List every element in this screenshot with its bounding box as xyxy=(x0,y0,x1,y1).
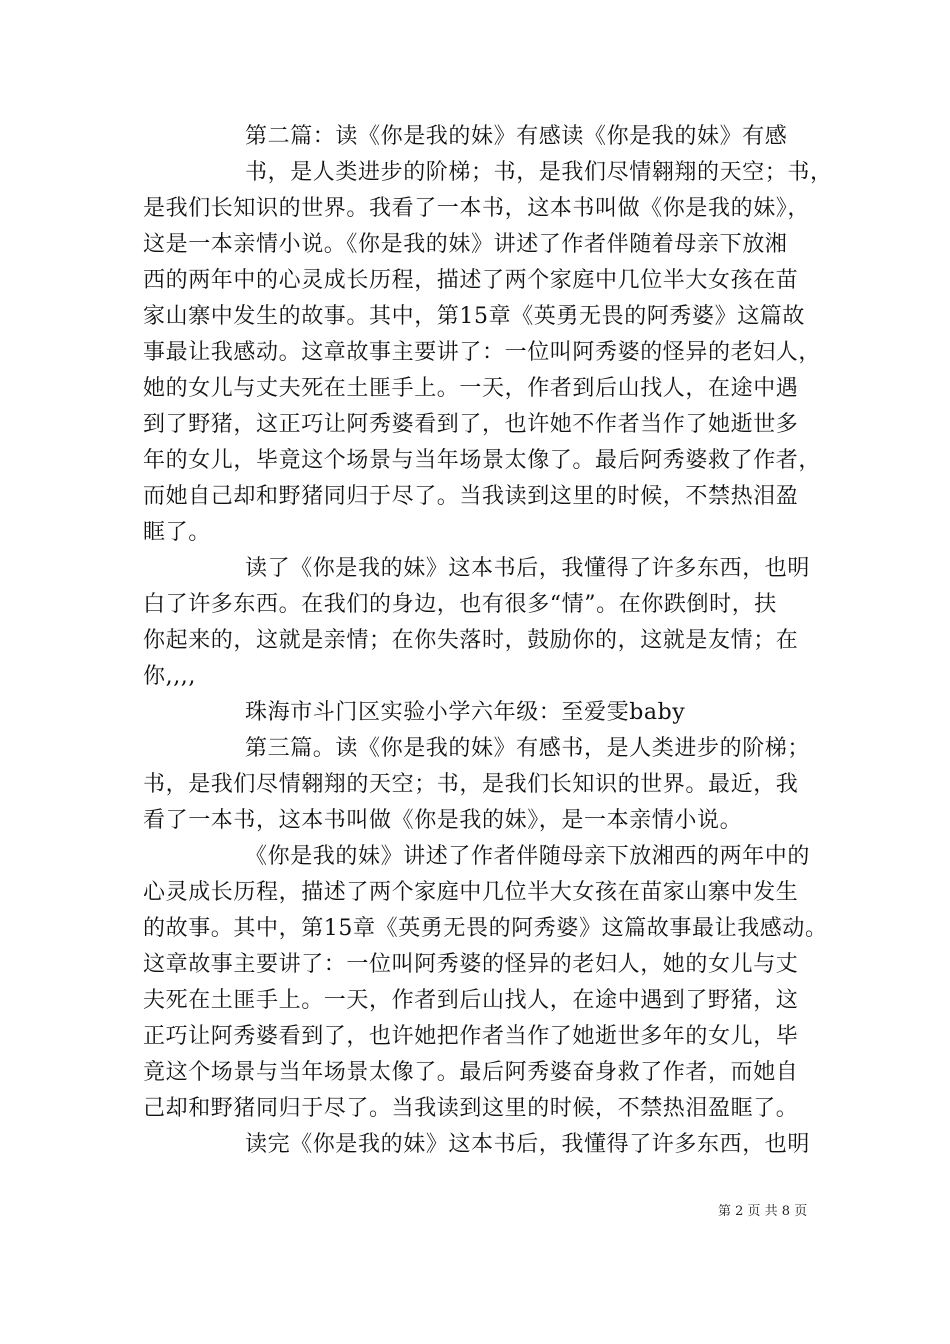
text-line: 家山寨中发生的故事。其中，第15章《英勇无畏的阿秀婆》这篇故 xyxy=(143,304,805,329)
text-line: 竟这个场景与当年场景太像了。最后阿秀婆奋身救了作者，而她自 xyxy=(143,1060,799,1085)
text-line: 年的女儿，毕竟这个场景与当年场景太像了。最后阿秀婆救了作者， xyxy=(143,448,822,473)
text-line: 是我们长知识的世界。我看了一本书，这本书叫做《你是我的妹》， xyxy=(143,196,811,221)
text-line: 读完《你是我的妹》这本书后，我懂得了许多东西，也明 xyxy=(245,1132,811,1157)
text-line: 她的女儿与丈夫死在土匪手上。一天，作者到后山找人，在途中遇 xyxy=(143,376,799,401)
text-line: 书，是我们尽情翱翔的天空；书，是我们长知识的世界。最近，我 xyxy=(143,772,799,797)
text-line: 第三篇。读《你是我的妹》有感书，是人类进步的阶梯； xyxy=(245,736,811,761)
text-line: 这是一本亲情小说。《你是我的妹》讲述了作者伴随着母亲下放湘 xyxy=(143,232,788,257)
text-line: 而她自己却和野猪同归于尽了。当我读到这里的时候，不禁热泪盈 xyxy=(143,484,799,509)
text-line: 西的两年中的心灵成长历程，描述了两个家庭中几位半大女孩在苗 xyxy=(143,268,799,293)
text-line: 夫死在土匪手上。一天，作者到后山找人，在途中遇到了野猪，这 xyxy=(143,988,799,1013)
text-line: 《你是我的妹》讲述了作者伴随母亲下放湘西的两年中的 xyxy=(245,844,811,869)
text-line: 正巧让阿秀婆看到了，也许她把作者当作了她逝世多年的女儿，毕 xyxy=(143,1024,799,1049)
text-line: 到了野猪，这正巧让阿秀婆看到了，也许她不作者当作了她逝世多 xyxy=(143,412,799,437)
text-line: 心灵成长历程，描述了两个家庭中几位半大女孩在苗家山寨中发生 xyxy=(143,880,799,905)
text-line: 这章故事主要讲了：一位叫阿秀婆的怪异的老妇人，她的女儿与丈 xyxy=(143,952,799,977)
text-line: 的故事。其中，第15章《英勇无畏的阿秀婆》这篇故事最让我感动。 xyxy=(143,916,828,941)
text-line: 你,,,, xyxy=(143,664,196,689)
text-line: 看了一本书，这本书叫做《你是我的妹》，是一本亲情小说。 xyxy=(143,808,743,833)
text-line: 白了许多东西。在我们的身边，也有很多“情”。在你跌倒时，扶 xyxy=(143,592,777,617)
text-line: 眶了。 xyxy=(143,520,211,545)
author-line: 珠海市斗门区实验小学六年级：至爱雯baby xyxy=(245,700,686,725)
page-number-footer: 第 2 页 共 8 页 xyxy=(718,1204,808,1219)
text-line: 你起来的，这就是亲情；在你失落时，鼓励你的，这就是友情；在 xyxy=(143,628,799,653)
text-line: 读了《你是我的妹》这本书后，我懂得了许多东西，也明 xyxy=(245,556,811,581)
text-line: 书，是人类进步的阶梯；书，是我们尽情翱翔的天空；书， xyxy=(245,160,833,185)
text-line: 第二篇：读《你是我的妹》有感读《你是我的妹》有感 xyxy=(245,124,788,149)
text-line: 事最让我感动。这章故事主要讲了：一位叫阿秀婆的怪异的老妇人， xyxy=(143,340,822,365)
text-line: 己却和野猪同归于尽了。当我读到这里的时候，不禁热泪盈眶了。 xyxy=(143,1096,799,1121)
